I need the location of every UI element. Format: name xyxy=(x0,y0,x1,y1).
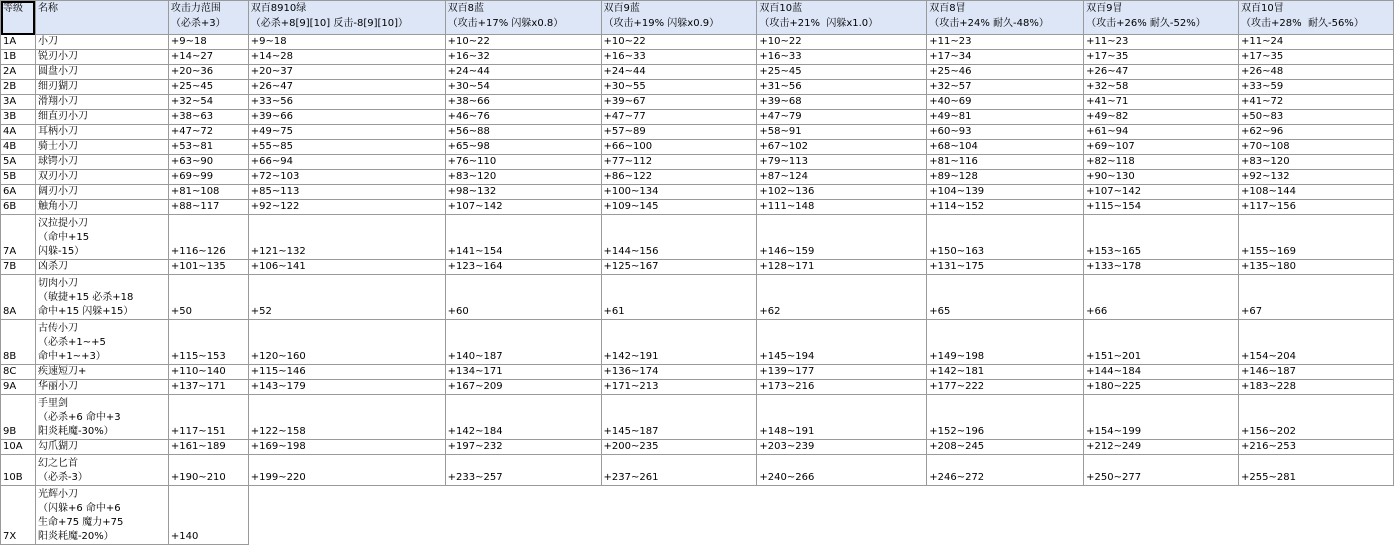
value-cell[interactable]: +60 xyxy=(445,275,601,320)
value-cell[interactable]: +31~56 xyxy=(757,80,927,95)
name-cell[interactable]: 细直刃小刀 xyxy=(35,110,168,125)
value-cell[interactable]: +199~220 xyxy=(248,455,445,486)
value-cell[interactable]: +110~140 xyxy=(168,365,248,380)
value-cell[interactable]: +25~46 xyxy=(927,65,1084,80)
name-cell[interactable]: 骑士小刀 xyxy=(35,140,168,155)
value-cell[interactable]: +65 xyxy=(927,275,1084,320)
value-cell[interactable]: +116~126 xyxy=(168,215,248,260)
value-cell[interactable]: +56~88 xyxy=(445,125,601,140)
value-cell[interactable]: +79~113 xyxy=(757,155,927,170)
name-cell[interactable]: 凶杀刀 xyxy=(35,260,168,275)
value-cell[interactable]: +102~136 xyxy=(757,185,927,200)
table-row xyxy=(1,440,1394,455)
value-cell[interactable]: +70~108 xyxy=(1239,140,1394,155)
value-cell[interactable]: +49~81 xyxy=(927,110,1084,125)
value-cell[interactable]: +173~216 xyxy=(757,380,927,395)
value-cell[interactable]: +115~154 xyxy=(1084,200,1239,215)
level-cell[interactable]: 8C xyxy=(1,365,36,380)
value-cell[interactable]: +41~72 xyxy=(1239,95,1394,110)
value-cell[interactable]: +136~174 xyxy=(601,365,757,380)
value-cell[interactable]: +151~201 xyxy=(1084,320,1239,365)
value-cell[interactable] xyxy=(757,486,927,545)
value-cell[interactable]: +68~104 xyxy=(927,140,1084,155)
value-cell[interactable]: +148~191 xyxy=(757,395,927,440)
level-cell[interactable]: 4B xyxy=(1,140,36,155)
level-cell[interactable]: 7B xyxy=(1,260,36,275)
value-cell[interactable]: +14~27 xyxy=(168,50,248,65)
value-cell[interactable] xyxy=(445,486,601,545)
value-cell[interactable] xyxy=(927,486,1084,545)
value-cell[interactable]: +246~272 xyxy=(927,455,1084,486)
value-cell[interactable]: +50~83 xyxy=(1239,110,1394,125)
level-cell[interactable]: 5A xyxy=(1,155,36,170)
value-cell[interactable]: +83~120 xyxy=(1239,155,1394,170)
value-cell[interactable]: +89~128 xyxy=(927,170,1084,185)
value-cell[interactable]: +115~153 xyxy=(168,320,248,365)
value-cell[interactable]: +30~54 xyxy=(445,80,601,95)
value-cell[interactable]: +120~160 xyxy=(248,320,445,365)
value-cell[interactable]: +14~28 xyxy=(248,50,445,65)
table-row xyxy=(1,275,1394,320)
value-cell[interactable]: +154~199 xyxy=(1084,395,1239,440)
table-row xyxy=(1,455,1394,486)
name-cell[interactable]: 勾爪猢刀 xyxy=(35,440,168,455)
name-cell[interactable]: 手里剑 （必杀+6 命中+3 阳炎耗魔-30%） xyxy=(35,395,168,440)
value-cell[interactable]: +153~165 xyxy=(1084,215,1239,260)
name-cell[interactable]: 触角小刀 xyxy=(35,200,168,215)
value-cell[interactable]: +86~122 xyxy=(601,170,757,185)
value-cell[interactable]: +190~210 xyxy=(168,455,248,486)
value-cell[interactable]: +145~194 xyxy=(757,320,927,365)
value-cell[interactable]: +9~18 xyxy=(168,35,248,50)
value-cell[interactable]: +17~35 xyxy=(1239,50,1394,65)
table-row xyxy=(1,80,1394,95)
table-row xyxy=(1,95,1394,110)
name-cell[interactable]: 疾速短刀+ xyxy=(35,365,168,380)
level-cell[interactable]: 2B xyxy=(1,80,36,95)
value-cell[interactable]: +10~22 xyxy=(445,35,601,50)
value-cell[interactable]: +142~184 xyxy=(445,395,601,440)
value-cell[interactable]: +57~89 xyxy=(601,125,757,140)
value-cell[interactable]: +250~277 xyxy=(1084,455,1239,486)
value-cell[interactable]: +11~23 xyxy=(927,35,1084,50)
level-cell[interactable]: 4A xyxy=(1,125,36,140)
table-row xyxy=(1,215,1394,260)
value-cell[interactable]: +177~222 xyxy=(927,380,1084,395)
column-header[interactable]: 双百8冒 （攻击+24% 耐久-48%） xyxy=(927,1,1084,35)
value-cell[interactable]: +52 xyxy=(248,275,445,320)
value-cell[interactable]: +17~34 xyxy=(927,50,1084,65)
value-cell[interactable]: +135~180 xyxy=(1239,260,1394,275)
value-cell[interactable]: +26~47 xyxy=(1084,65,1239,80)
name-cell[interactable]: 光辉小刀 （闪躲+6 命中+6 生命+75 魔力+75 阳炎耗魔-20%） xyxy=(35,486,168,545)
name-cell[interactable]: 华丽小刀 xyxy=(35,380,168,395)
value-cell[interactable]: +32~54 xyxy=(168,95,248,110)
value-cell[interactable]: +183~228 xyxy=(1239,380,1394,395)
table-body xyxy=(1,35,1394,545)
value-cell[interactable]: +39~67 xyxy=(601,95,757,110)
value-cell[interactable]: +32~58 xyxy=(1084,80,1239,95)
table-row xyxy=(1,365,1394,380)
name-cell[interactable]: 古传小刀 （必杀+1~+5 命中+1~+3） xyxy=(35,320,168,365)
level-cell[interactable]: 8A xyxy=(1,275,36,320)
value-cell[interactable]: +114~152 xyxy=(927,200,1084,215)
value-cell[interactable]: +140~187 xyxy=(445,320,601,365)
value-cell[interactable]: +107~142 xyxy=(445,200,601,215)
column-header[interactable]: 双百8蓝 （攻击+17% 闪躲x0.8） xyxy=(445,1,601,35)
level-cell[interactable]: 10B xyxy=(1,455,36,486)
header-row xyxy=(1,1,1394,35)
value-cell[interactable]: +104~139 xyxy=(927,185,1084,200)
level-cell[interactable]: 8B xyxy=(1,320,36,365)
value-cell[interactable]: +16~33 xyxy=(601,50,757,65)
value-cell[interactable]: +123~164 xyxy=(445,260,601,275)
value-cell[interactable]: +33~59 xyxy=(1239,80,1394,95)
value-cell[interactable] xyxy=(601,486,757,545)
value-cell[interactable]: +40~69 xyxy=(927,95,1084,110)
value-cell[interactable]: +98~132 xyxy=(445,185,601,200)
level-cell[interactable]: 10A xyxy=(1,440,36,455)
value-cell[interactable]: +144~184 xyxy=(1084,365,1239,380)
value-cell[interactable]: +100~134 xyxy=(601,185,757,200)
column-header[interactable]: 攻击力范围 （必杀+3） xyxy=(168,1,248,35)
value-cell[interactable]: +83~120 xyxy=(445,170,601,185)
value-cell[interactable]: +144~156 xyxy=(601,215,757,260)
value-cell[interactable]: +137~171 xyxy=(168,380,248,395)
value-cell[interactable]: +169~198 xyxy=(248,440,445,455)
level-cell[interactable]: 1A xyxy=(1,35,36,50)
value-cell[interactable]: +233~257 xyxy=(445,455,601,486)
value-cell[interactable]: +133~178 xyxy=(1084,260,1239,275)
value-cell[interactable]: +20~37 xyxy=(248,65,445,80)
value-cell[interactable]: +101~135 xyxy=(168,260,248,275)
value-cell[interactable]: +26~48 xyxy=(1239,65,1394,80)
value-cell[interactable]: +66 xyxy=(1084,275,1239,320)
level-cell[interactable]: 6A xyxy=(1,185,36,200)
level-cell[interactable]: 2A xyxy=(1,65,36,80)
value-cell[interactable]: +47~77 xyxy=(601,110,757,125)
name-cell[interactable]: 小刀 xyxy=(35,35,168,50)
value-cell[interactable]: +171~213 xyxy=(601,380,757,395)
value-cell[interactable]: +237~261 xyxy=(601,455,757,486)
name-cell[interactable]: 切肉小刀 （敏捷+15 必杀+18 命中+15 闪躲+15） xyxy=(35,275,168,320)
value-cell[interactable]: +63~90 xyxy=(168,155,248,170)
value-cell[interactable]: +25~45 xyxy=(168,80,248,95)
name-cell[interactable]: 耳柄小刀 xyxy=(35,125,168,140)
value-cell[interactable]: +25~45 xyxy=(757,65,927,80)
name-cell[interactable]: 球锷小刀 xyxy=(35,155,168,170)
column-header[interactable]: 等级 xyxy=(1,1,36,35)
value-cell[interactable]: +55~85 xyxy=(248,140,445,155)
value-cell[interactable]: +115~146 xyxy=(248,365,445,380)
value-cell[interactable]: +140 xyxy=(168,486,248,545)
value-cell[interactable]: +24~44 xyxy=(445,65,601,80)
value-cell[interactable]: +121~132 xyxy=(248,215,445,260)
level-cell[interactable]: 1B xyxy=(1,50,36,65)
name-cell[interactable]: 阔刃小刀 xyxy=(35,185,168,200)
value-cell[interactable]: +139~177 xyxy=(757,365,927,380)
value-cell[interactable]: +16~32 xyxy=(445,50,601,65)
value-cell[interactable]: +154~204 xyxy=(1239,320,1394,365)
value-cell[interactable]: +41~71 xyxy=(1084,95,1239,110)
value-cell[interactable]: +90~130 xyxy=(1084,170,1239,185)
value-cell[interactable]: +117~156 xyxy=(1239,200,1394,215)
value-cell[interactable]: +85~113 xyxy=(248,185,445,200)
value-cell[interactable]: +58~91 xyxy=(757,125,927,140)
value-cell[interactable]: +82~118 xyxy=(1084,155,1239,170)
value-cell[interactable]: +109~145 xyxy=(601,200,757,215)
level-cell[interactable]: 3A xyxy=(1,95,36,110)
value-cell[interactable]: +10~22 xyxy=(757,35,927,50)
value-cell[interactable]: +203~239 xyxy=(757,440,927,455)
value-cell[interactable]: +200~235 xyxy=(601,440,757,455)
value-cell[interactable]: +47~72 xyxy=(168,125,248,140)
value-cell[interactable]: +145~187 xyxy=(601,395,757,440)
value-cell[interactable]: +33~56 xyxy=(248,95,445,110)
value-cell[interactable]: +143~179 xyxy=(248,380,445,395)
value-cell[interactable]: +69~99 xyxy=(168,170,248,185)
value-cell[interactable]: +49~75 xyxy=(248,125,445,140)
table-row xyxy=(1,125,1394,140)
table-row xyxy=(1,65,1394,80)
value-cell[interactable]: +142~191 xyxy=(601,320,757,365)
value-cell[interactable]: +197~232 xyxy=(445,440,601,455)
value-cell[interactable]: +81~116 xyxy=(927,155,1084,170)
value-cell[interactable]: +11~23 xyxy=(1084,35,1239,50)
table-row xyxy=(1,486,1394,545)
value-cell[interactable]: +76~110 xyxy=(445,155,601,170)
value-cell[interactable] xyxy=(1239,486,1394,545)
level-cell[interactable]: 3B xyxy=(1,110,36,125)
name-cell[interactable]: 汉拉提小刀 （命中+15 闪躲-15） xyxy=(35,215,168,260)
value-cell[interactable]: +141~154 xyxy=(445,215,601,260)
value-cell[interactable]: +146~159 xyxy=(757,215,927,260)
value-cell[interactable]: +9~18 xyxy=(248,35,445,50)
value-cell[interactable]: +61~94 xyxy=(1084,125,1239,140)
value-cell[interactable]: +255~281 xyxy=(1239,455,1394,486)
value-cell[interactable]: +38~66 xyxy=(445,95,601,110)
value-cell[interactable]: +53~81 xyxy=(168,140,248,155)
value-cell[interactable]: +128~171 xyxy=(757,260,927,275)
table-row xyxy=(1,380,1394,395)
value-cell[interactable]: +47~79 xyxy=(757,110,927,125)
value-cell[interactable]: +117~151 xyxy=(168,395,248,440)
value-cell[interactable]: +67~102 xyxy=(757,140,927,155)
table-row xyxy=(1,50,1394,65)
table-row xyxy=(1,200,1394,215)
column-header[interactable]: 双百9冒 （攻击+26% 耐久-52%） xyxy=(1084,1,1239,35)
value-cell[interactable]: +11~24 xyxy=(1239,35,1394,50)
value-cell[interactable]: +30~55 xyxy=(601,80,757,95)
table-row xyxy=(1,155,1394,170)
name-cell[interactable]: 幻之匕首 （必杀-3） xyxy=(35,455,168,486)
value-cell[interactable]: +240~266 xyxy=(757,455,927,486)
value-cell[interactable]: +60~93 xyxy=(927,125,1084,140)
value-cell[interactable]: +10~22 xyxy=(601,35,757,50)
value-cell[interactable]: +49~82 xyxy=(1084,110,1239,125)
value-cell[interactable]: +61 xyxy=(601,275,757,320)
value-cell[interactable]: +24~44 xyxy=(601,65,757,80)
value-cell[interactable]: +216~253 xyxy=(1239,440,1394,455)
value-cell[interactable]: +39~68 xyxy=(757,95,927,110)
value-cell[interactable]: +108~144 xyxy=(1239,185,1394,200)
value-cell[interactable]: +39~66 xyxy=(248,110,445,125)
level-cell[interactable]: 7A xyxy=(1,215,36,260)
value-cell[interactable]: +66~94 xyxy=(248,155,445,170)
column-header[interactable]: 双百9蓝 （攻击+19% 闪躲x0.9） xyxy=(601,1,757,35)
value-cell[interactable]: +72~103 xyxy=(248,170,445,185)
value-cell[interactable] xyxy=(1084,486,1239,545)
value-cell[interactable]: +122~158 xyxy=(248,395,445,440)
value-cell[interactable]: +150~163 xyxy=(927,215,1084,260)
name-cell[interactable]: 双刃小刀 xyxy=(35,170,168,185)
value-cell[interactable]: +111~148 xyxy=(757,200,927,215)
value-cell[interactable]: +149~198 xyxy=(927,320,1084,365)
value-cell[interactable]: +92~132 xyxy=(1239,170,1394,185)
column-header[interactable]: 双百10冒 （攻击+28% 耐久-56%） xyxy=(1239,1,1394,35)
level-cell[interactable]: 5B xyxy=(1,170,36,185)
value-cell[interactable]: +106~141 xyxy=(248,260,445,275)
table-row xyxy=(1,320,1394,365)
column-header[interactable]: 双百8910绿 （必杀+8[9][10] 反击-8[9][10]） xyxy=(248,1,445,35)
column-header[interactable]: 名称 xyxy=(35,1,168,35)
value-cell[interactable]: +156~202 xyxy=(1239,395,1394,440)
name-cell[interactable]: 细刃猢刀 xyxy=(35,80,168,95)
table-row xyxy=(1,395,1394,440)
value-cell[interactable]: +65~98 xyxy=(445,140,601,155)
value-cell[interactable]: +16~33 xyxy=(757,50,927,65)
name-cell[interactable]: 圆盘小刀 xyxy=(35,65,168,80)
table-row xyxy=(1,260,1394,275)
value-cell[interactable]: +134~171 xyxy=(445,365,601,380)
value-cell[interactable]: +212~249 xyxy=(1084,440,1239,455)
level-cell[interactable]: 6B xyxy=(1,200,36,215)
table-row xyxy=(1,185,1394,200)
value-cell[interactable]: +146~187 xyxy=(1239,365,1394,380)
value-cell[interactable]: +20~36 xyxy=(168,65,248,80)
name-cell[interactable]: 滑翔小刀 xyxy=(35,95,168,110)
value-cell[interactable]: +66~100 xyxy=(601,140,757,155)
value-cell[interactable]: +26~47 xyxy=(248,80,445,95)
value-cell[interactable]: +131~175 xyxy=(927,260,1084,275)
value-cell[interactable] xyxy=(248,486,445,545)
table-row xyxy=(1,170,1394,185)
value-cell[interactable]: +92~122 xyxy=(248,200,445,215)
value-cell[interactable]: +38~63 xyxy=(168,110,248,125)
level-cell[interactable]: 9A xyxy=(1,380,36,395)
value-cell[interactable]: +161~189 xyxy=(168,440,248,455)
value-cell[interactable]: +155~169 xyxy=(1239,215,1394,260)
value-cell[interactable]: +167~209 xyxy=(445,380,601,395)
column-header[interactable]: 双百10蓝 （攻击+21% 闪躲x1.0） xyxy=(757,1,927,35)
value-cell[interactable]: +152~196 xyxy=(927,395,1084,440)
level-cell[interactable]: 7X xyxy=(1,486,36,545)
value-cell[interactable]: +208~245 xyxy=(927,440,1084,455)
value-cell[interactable]: +50 xyxy=(168,275,248,320)
value-cell[interactable]: +69~107 xyxy=(1084,140,1239,155)
value-cell[interactable]: +62~96 xyxy=(1239,125,1394,140)
value-cell[interactable]: +32~57 xyxy=(927,80,1084,95)
level-cell[interactable]: 9B xyxy=(1,395,36,440)
table-row xyxy=(1,110,1394,125)
name-cell[interactable]: 锐刃小刀 xyxy=(35,50,168,65)
value-cell[interactable]: +17~35 xyxy=(1084,50,1239,65)
value-cell[interactable]: +180~225 xyxy=(1084,380,1239,395)
value-cell[interactable]: +77~112 xyxy=(601,155,757,170)
table-row xyxy=(1,35,1394,50)
value-cell[interactable]: +88~117 xyxy=(168,200,248,215)
value-cell[interactable]: +62 xyxy=(757,275,927,320)
value-cell[interactable]: +46~76 xyxy=(445,110,601,125)
value-cell[interactable]: +142~181 xyxy=(927,365,1084,380)
value-cell[interactable]: +67 xyxy=(1239,275,1394,320)
value-cell[interactable]: +125~167 xyxy=(601,260,757,275)
table-row xyxy=(1,140,1394,155)
value-cell[interactable]: +81~108 xyxy=(168,185,248,200)
value-cell[interactable]: +107~142 xyxy=(1084,185,1239,200)
value-cell[interactable]: +87~124 xyxy=(757,170,927,185)
